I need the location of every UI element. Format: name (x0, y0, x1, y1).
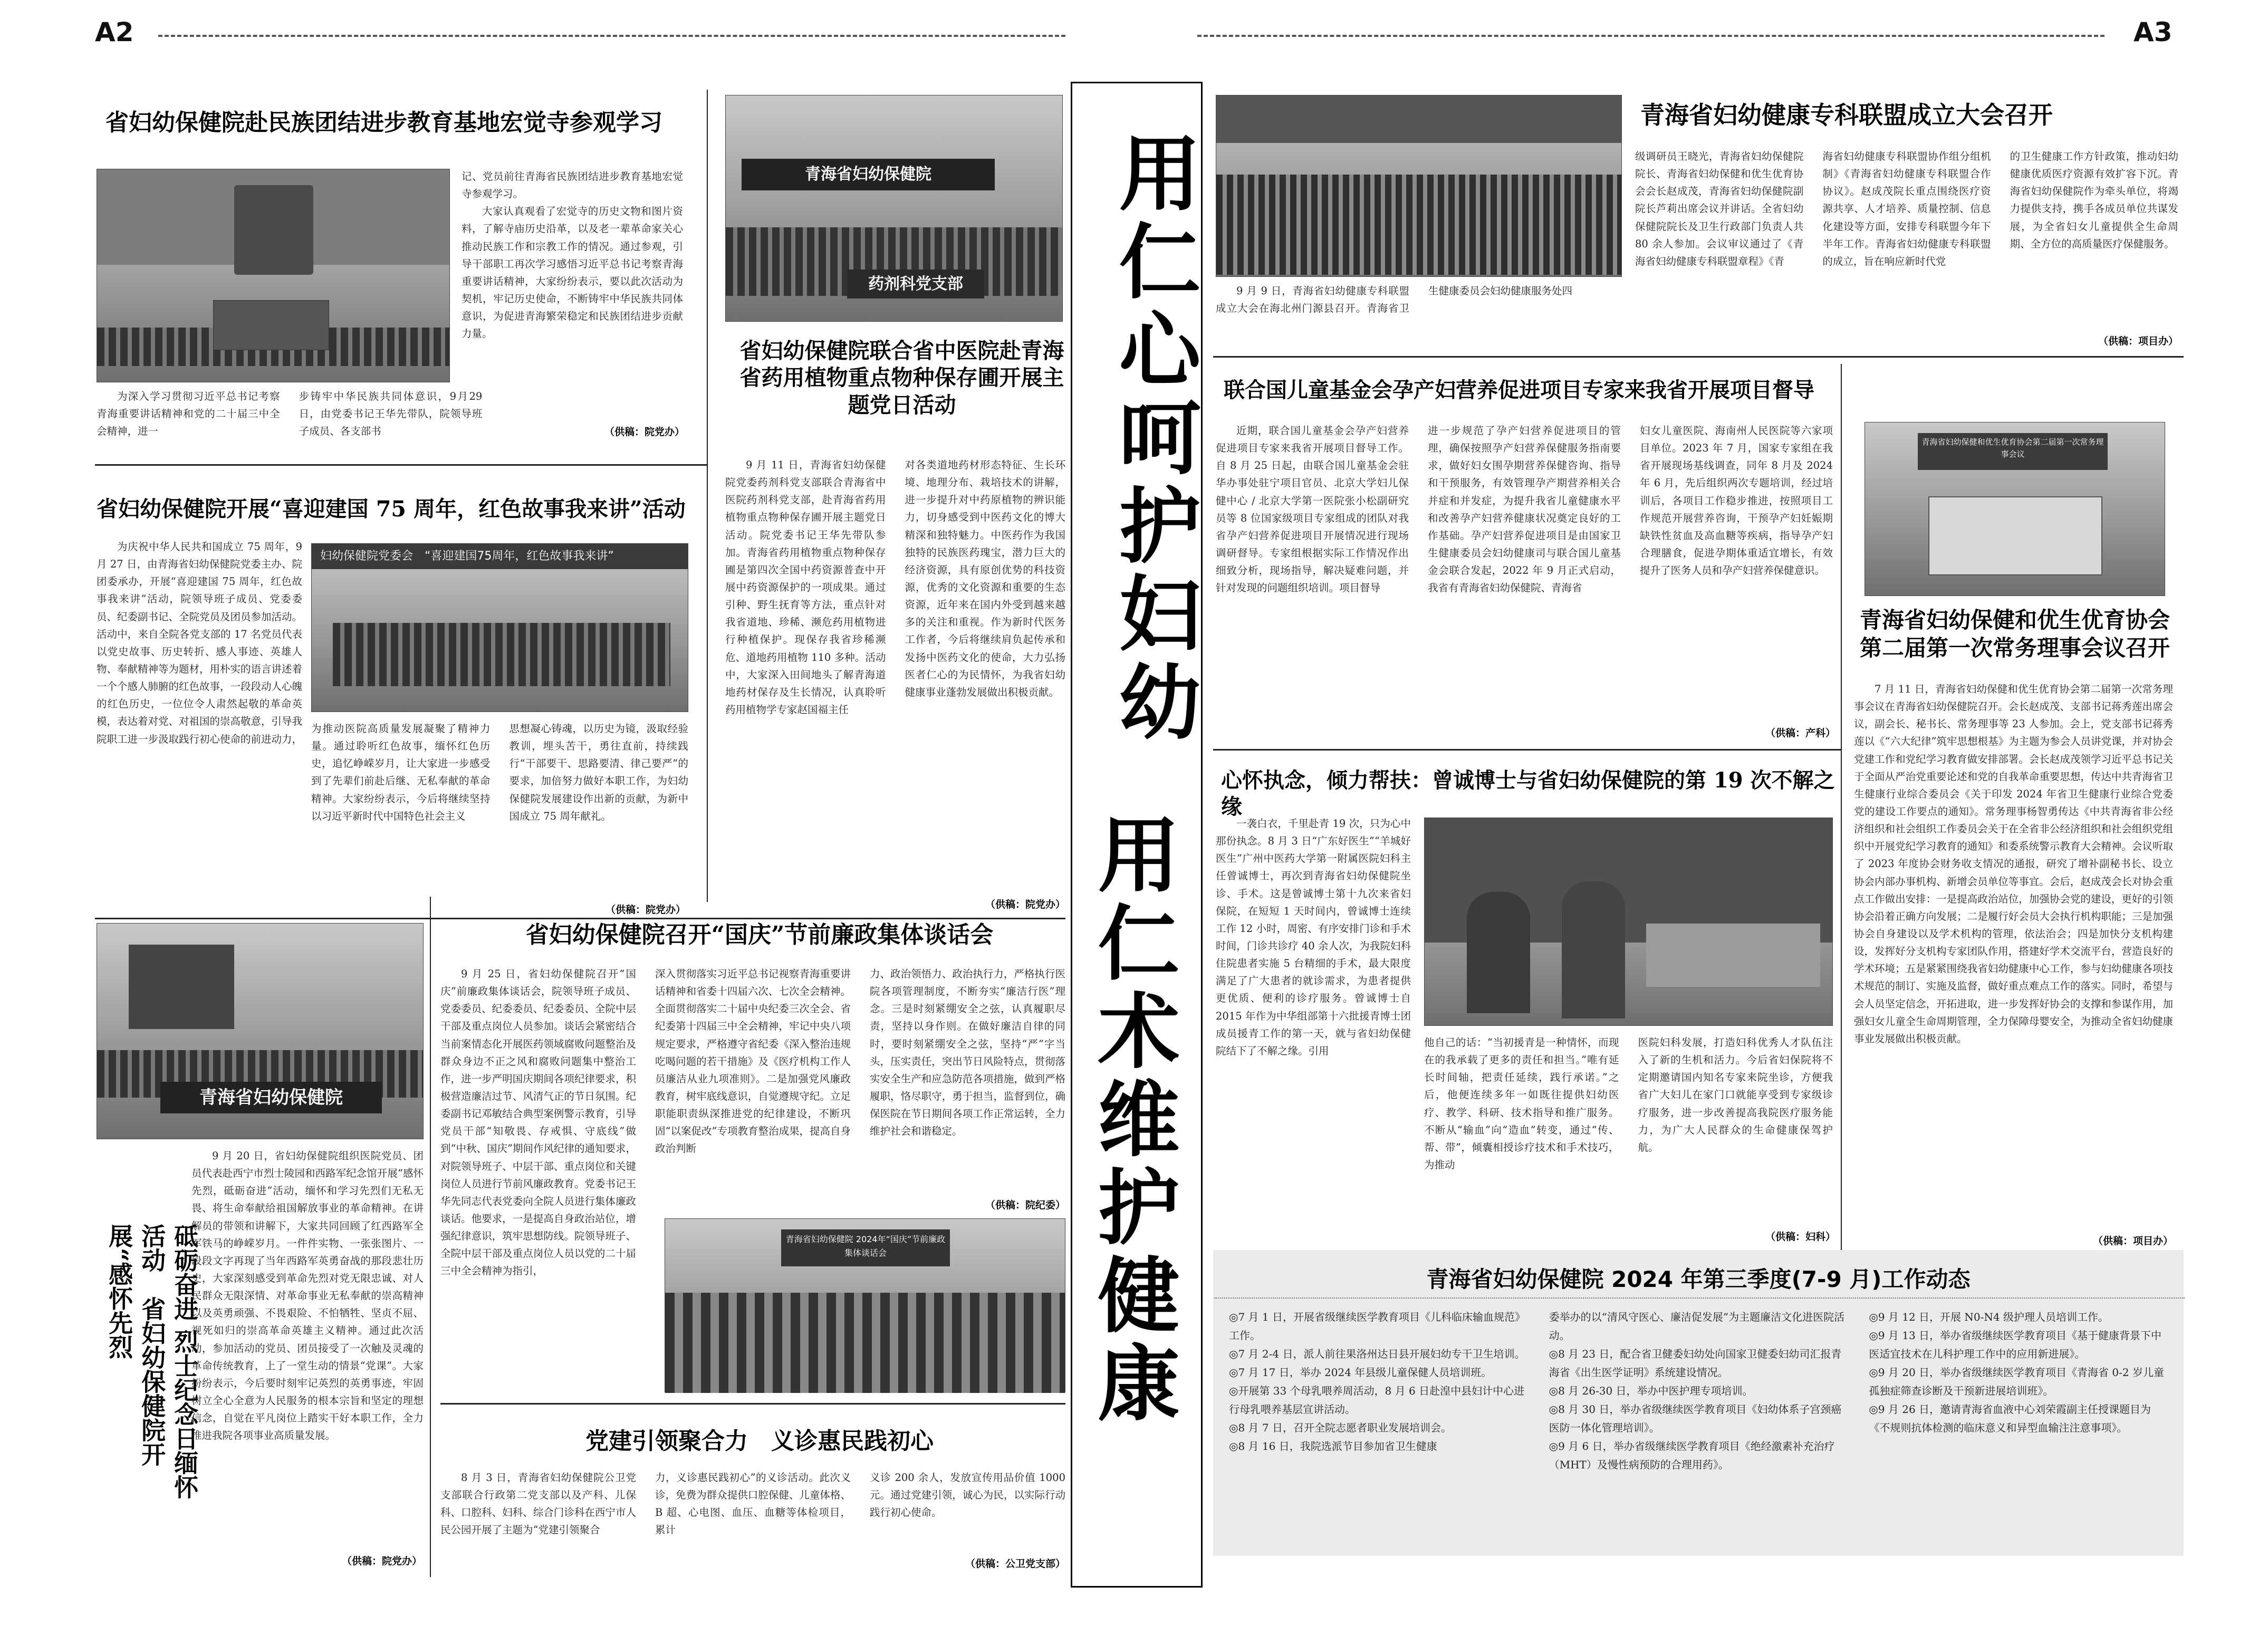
a6-body-col3: 义诊 200 余人，发放宣传用品价值 1000 元。通过党建引领，诚心为民，以实际行动践行初心使命。 (870, 1472, 1065, 1519)
a6-credit: （供稿：公卫党支部） (965, 1558, 1065, 1570)
b1-body-col2: 海省妇幼健康专科联盟协作组分组机制》《青海省妇幼健康专科联盟合作协议》。赵成茂院长重点围绕医疗资源共享、人才培养、质量控制、信息化建设等方面，安排专科联盟今年下半年工作。青海省妇幼健康专科联盟的成立，旨在响应新时代党 (1822, 150, 1991, 267)
b5-column-2 (1549, 1308, 1848, 1551)
a2-headline: 省妇幼保健院开展“喜迎建国 75 周年，红色故事我来讲”活动 (97, 496, 686, 522)
divider-col-b3 (1841, 364, 1842, 1250)
b5-box (1213, 1250, 2184, 1556)
b4-body-mid: 他自己的话：“当初援青是一种情怀，而现在的我承载了更多的责任和担当。”唯有延长时间轴，把责任延续，践行承诺。”之后，他便连续多年一如既往提供妇幼医疗、教学、科研、技术指导和推广服务。不断从“输血”向“造血”转变，通过“传、帮、带”，倾囊相授诊疗技术和手术技巧，为推动 (1424, 1036, 1619, 1171)
a4-photo-memorial (97, 923, 424, 1139)
a3-credit: （供稿：院党办） (985, 899, 1065, 910)
b5-item: ◎9 月 13 日，举办省级继续医学教育项目《基于健康背景下中医适宜技术在儿科护理工作中的应用新进展》。 (1869, 1329, 2162, 1360)
b1-headline: 青海省妇幼健康专科联盟成立大会召开 (1640, 101, 2053, 129)
a3-body-col1: 9 月 11 日，青海省妇幼保健院党委药剂科党支部联合青海省中医院药剂科党支部，赴青海省药用植物重点物种保存圃开展主题党日活动。院党委书记王华先带队参加。青海省药用植物重点物种保存圃是第四次全国中药资源普查中开展中药资源保护的一项成果。通过引种、野生抚育等方法，重点针对我省道地、珍稀、濒危药用植物进行种植保护。现保存我省珍稀濒危、道地药用植物 110 多种。活动中，大家深入田间地头了解青海道地药材保存及生长情况，认真聆听药用植物学专家赵国福主任 (725, 459, 886, 716)
b4-headline: 心怀执念，倾力帮扶：曾诚博士与省妇幼保健院的第 19 次不解之缘 (1221, 768, 1835, 819)
a6-body-col2: 力，义诊惠民践初心”的义诊活动。此次义诊，免费为群众提供口腔保健、儿童体格、B 超、心电图、血压、血糖等体检项目，累计 (655, 1472, 851, 1536)
a6-headline: 党建引领聚合力 义诊惠民践初心 (585, 1428, 934, 1455)
b3-headline: 青海省妇幼保健和优生优育协会第二届第一次常务理事会议召开 (1859, 607, 2170, 661)
a1-body-bottom2: 步铸牢中华民族共同体意识，9月29日，由党委书记王华先带队，院领导班子成员、各支部书 (299, 390, 483, 438)
divider-col-a3 (707, 90, 708, 902)
b3-photo-screen: 青海省妇幼保健和优生优育协会第二届第一次常务理事会议 (1918, 433, 2108, 470)
b1-photo-conference-group (1216, 95, 1622, 277)
b1-photo-caption: 9 月 9 日，青海省妇幼健康专科联盟成立大会在海北州门源县召开。青海省卫生健康委员会妇幼健康服务处四 (1216, 285, 1573, 315)
divider-a3 (95, 918, 1065, 919)
b5-item: ◎开展第 33 个母乳喂养周活动，8 月 6 日赴湟中县妇计中心进行母乳喂养基层宣讲活动。 (1229, 1385, 1525, 1416)
b4-body-left: 一袭白衣，千里赴青 19 次，只为心中那份执念。8 月 3 日“广东好医生”“羊城好医生”广州中医药大学第一附属医院妇科主任曾诚博士，再次到青海省妇幼保健院坐诊、手术。这是曾诚博士第十九次来省妇保院，在短短 1 天时间内，曾诚博士连续工作 12 小时，周密、有序安排门诊和手术时间，门诊共诊疗 40 余人次，为我院妇科住院患者实施 5 台精细的手术，最大限度满足了广大患者的就诊需求，为患者提供更优质、便利的诊疗服务。曾诚博士自 2015 年作为中华组部第十六批援青博士团成员援青工作的第一天，就与省妇幼保健院结下了不解之缘。引用 (1216, 818, 1411, 1057)
a5-headline: 省妇幼保健院召开“国庆”节前廉政集体谈话会 (525, 921, 994, 948)
a6-body-col1: 8 月 3 日，青海省妇幼保健院公卫党支部联合行政第二党支部以及产科、儿保科、口腔科、妇科、综合门诊科在西宁市人民公园开展了主题为“党建引领聚合 (440, 1472, 636, 1536)
a3-body-col2: 对各类道地药材形态特征、生长环境、地理分布、栽培技术的讲解，进一步提升对中药原植物的辨识能力，切身感受到中医药文化的博大精深和独特魅力。中医药作为我国独特的民族医药瑰宝，潜力巨大的经济资源，具有原创优势的科技资源，优秀的文化资源和重要的生态资源，近年来在国内外受到越来越多的关注和重视。作为新时代医务工作者，今后将继续肩负起传承和发扬中医药文化的使命，大力弘扬医者仁心的为民情怀，为我省妇幼健康事业蓬勃发展做出积极贡献。 (905, 459, 1065, 698)
a2-body-left: 为庆祝中华人民共和国成立 75 周年，9 月 27 日，由青海省妇幼保健院党委主办、院团委承办，开展“喜迎建国 75 周年，红色故事我来讲”活动，院领导班子成员、党委委员、纪委副书记、全院党员及团员参加活动。活动中，来自全院各党支部的 17 名党员代表以党史故事、历史转折、感人事迹、英雄人物、奉献精神等为题材，用朴实的语言讲述着一个个感人肺腑的红色故事，一段段动人心魄的红色历史，一位位令人肃然起敬的革命英模，表达着对党、对祖国的崇高敬意，引导我院职工进一步汲取践行初心使命的前进动力， (97, 541, 303, 745)
a4-photo-banner: 青海省妇幼保健院 (160, 1082, 382, 1113)
b5-item: ◎8 月 30 日，举办省级继续医学教育项目《妇幼体系子宫颈癌医防一体化管理培训》。 (1549, 1403, 1842, 1434)
b4-credit: （供稿：妇科） (1765, 1231, 1835, 1243)
b2-headline: 联合国儿童基金会孕产妇营养促进项目专家来我省开展项目督导 (1224, 378, 1814, 402)
b5-column-3 (1869, 1308, 2168, 1551)
a1-body-col2b: 大家认真观看了宏觉寺的历史文物和图片资料，了解寺庙历史沿革，以及老一辈革命家关心推动民族工作和宗教工作的情况。通过参观，引导干部职工再次学习感悟习近平总书记考察青海重要讲话精神，大家纷纷表示，要以此次活动为契机，牢记历史使命，不断铸牢中华民族共同体意识，为促进青海繁荣稳定和民族团结进步贡献力量。 (462, 205, 683, 340)
a4-credit: （供稿：院党办） (341, 1555, 422, 1567)
b2-body-col2: 进一步规范了孕产妇营养促进项目的管理，确保按照孕产妇营养保健服务指南要求，做好妇女围孕期营养保健咨询、指导和干预服务，有效管理孕产期营养相关合并症和并发症，为提升我省儿童健康水平和改善孕产妇营养健康状况奠定良好的工作基础。孕产妇营养促进项目是由国家卫生健康委员会妇幼健康司与联合国儿童基金会联合发起，2022 年 9 月正式启动，我省有青海省妇幼保健院、青海省 (1428, 425, 1621, 594)
a5-body-col2: 深入贯彻落实习近平总书记视察青海重要讲话精神和省委十四届六次、七次全会精神。全面贯彻落实二十届中央纪委三次全会、省纪委第十四届三中全会精神，牢记中央八项规定要求，严格遵守省纪委《深入整治违规吃喝问题的若干措施》及《医疗机构工作人员廉洁从业九项准则》。二是加强党风廉政教育，树牢底线意识，自觉遵规守纪。立足职能职责纵深推进党的纪律建设，不断巩固“以案促改”专项教育整治成果，提高自身政治判断 (655, 968, 851, 1155)
center-banner-line1: 用仁心呵护妇幼 (1106, 131, 1202, 747)
a3-photo-group (725, 95, 1063, 322)
a2-body-mid: 为推动医院高质量发展凝聚了精神力量。通过聆听红色故事，缅怀红色历史，追忆峥嵘岁月，让大家进一步感受到了先辈们前赴后继、无私奉献的革命精神。大家纷纷表示，今后将继续坚持以习近平新时代中国特色社会主义 (311, 723, 491, 822)
a5-credit: （供稿：院纪委） (985, 1199, 1065, 1211)
b5-item: ◎7 月 2-4 日，派人前往果洛州达日县开展妇幼专干卫生培训。 (1229, 1348, 1525, 1360)
a2-photo-banner: 妇幼保健院党委会 “喜迎建国75周年，红色故事我来讲” (312, 544, 688, 569)
header-rule-right (1197, 35, 2104, 37)
a5-photo-meeting-hall (665, 1218, 1065, 1392)
page-number-left: A2 (95, 17, 134, 47)
b5-headline: 青海省妇幼保健院 2024 年第三季度(7-9 月)工作动态 (1426, 1266, 1971, 1292)
b5-item: ◎9 月 26 日，邀请青海省血液中心刘荣霞副主任授课题目为《不规则抗体检测的临床意义和异型血输注注意事项》。 (1869, 1403, 2151, 1434)
divider-a1 (95, 464, 707, 466)
b5-item: ◎8 月 26-30 日，举办中医护理专项培训。 (1549, 1385, 1753, 1397)
a2-photo-stage-group (311, 543, 688, 712)
b3-credit: （供稿：项目办） (2092, 1235, 2173, 1247)
a2-credit: （供稿：院党办） (605, 904, 686, 916)
a1-body-col2a: 记、党员前往青海省民族团结进步教育基地宏觉寺参观学习。 (462, 170, 683, 200)
a2-body-right: 思想凝心铸魂，以历史为镜，汲取经验教训，埋头苦干，勇往直前，持续践行“干部要干、思路要清、律己要严”的要求，加倍努力做好本职工作，为妇幼保健院发展建设作出新的贡献，为新中国成立 75 周年献礼。 (509, 723, 688, 822)
a5-body-col3: 力、政治领悟力、政治执行力，严格执行医院各项管理制度，不断夯实“廉洁行医”理念。三是时刻紧绷安全之弦，认真履职尽责，坚持以身作则。在做好廉洁自律的同时，要时刻紧绷安全之弦，坚持“严”字当头，压实责任，突出节日风险特点，贯彻落实安全生产和应急防范各项措施，做到严格履职，恪尽职守，勇于担当，监督到位，确保医院在节日期间各项工作正常运转，全力维护社会和谐稳定。 (870, 968, 1065, 1138)
b2-credit: （供稿：产科） (1765, 727, 1835, 739)
a3-headline: 省妇幼保健院联合省中医院赴青海省药用植物重点物种保存圃开展主题党日活动 (739, 338, 1064, 418)
b4-photo-operating-room (1424, 818, 1833, 1026)
b5-item: ◎9 月 12 日，开展 N0-N4 级护理人员培训工作。 (1869, 1311, 2109, 1323)
a1-headline: 省妇幼保健院赴民族团结进步教育基地宏觉寺参观学习 (105, 109, 662, 136)
header-rule-left (158, 35, 1065, 37)
divider-a6 (440, 1403, 1065, 1405)
a5-photo-screen: 青海省妇幼保健院 2024年“国庆”节前廉政集体谈话会 (781, 1229, 950, 1266)
b1-body-col1: 级调研员王晓光，青海省妇幼保健院院长、青海省妇幼保健和优生优育协会会长赵成茂，青海省妇幼保健院副院长芦莉出席会议并讲话。全省妇幼保健院院长及卫生行政部门负责人共 80 余人参加。会议审议通过了《青海省妇幼健康专科联盟章程》《青 (1635, 150, 1804, 267)
divider-b2 (1213, 749, 1841, 751)
b5-item: ◎8 月 16 日，我院选派节目参加省卫生健康 (1229, 1440, 1437, 1453)
divider-col-a4 (430, 897, 431, 1577)
b3-photo-meeting-room (1865, 422, 2165, 596)
a4-headline-vertical: 砥砺奋进 烈士纪念日缅怀活动 省妇幼保健院开展“感怀先烈 (105, 1224, 199, 1499)
b4-body-right: 医院妇科发展，打造妇科优秀人才队伍注入了新的生机和活力。今后省妇保院将不定期邀请国内知名专家来院坐诊，方便我省广大妇儿在家门口就能享受到专家级诊疗服务，进一步改善提高我院医疗服务能力，为广大人民群众的生命健康保驾护航。 (1638, 1036, 1833, 1153)
b5-item: ◎9 月 20 日，举办省级继续医学教育项目《青海省 0-2 岁儿童孤独症筛查诊断及干预新进展培训班》。 (1869, 1366, 2164, 1397)
b5-item: ◎8 月 7 日，召开全院志愿者职业发展培训会。 (1229, 1421, 1452, 1434)
b5-item: ◎8 月 23 日，配合省卫健委妇幼处向国家卫健委妇幼司汇报青海省《出生医学证明》系统建设情况。 (1549, 1348, 1842, 1379)
a4-body: 9 月 20 日，省妇幼保健院组织医院党员、团员代表赴西宁市烈士陵园和西路军纪念馆开展“感怀先烈，砥砺奋进”活动，缅怀和学习先烈们无私无畏、将生命奉献给祖国解放事业的革命精神。在讲解员的带领和讲解下，大家共同回顾了红西路军全军铁马的峥嵘岁月。一件件实物、一张张图片、一段段文字再现了当年西路军英勇奋战的那段悲壮历史，大家深刻感受到革命先烈对党无限忠诚、对人民群众无限深情、对革命事业无私奉献的崇高精神以及英勇顽强、不畏艰险、不怕牺牲、坚贞不屈、视死如归的崇高革命英雄主义精神。通过此次活动，参加活动的党员、团员接受了一次触及灵魂的革命传统教育，上了一堂生动的情景“党课”。大家纷纷表示，今后要时刻牢记英烈的英勇事迹，牢固树立全心全意为人民服务的根本宗旨和坚定的理想信念，自觉在平凡岗位上踏实干好本职工作，全力推进我院各项事业高质量发展。 (191, 1150, 424, 1442)
a3-photo-banner: 青海省妇幼保健院 (742, 159, 995, 190)
b5-item: 委举办的以“清风守医心、廉洁促发展”为主题廉洁文化进医院活动。 (1549, 1311, 1845, 1342)
a1-credit: （供稿：院党办） (604, 426, 685, 438)
center-banner-line2: 用仁术维护健康 (1084, 812, 1181, 1429)
a5-body-col1: 9 月 25 日，省妇幼保健院召开“国庆”前廉政集体谈话会，院领导班子成员、党委委员、纪委委员、纪委委员、全院中层干部及重点岗位人员参加。谈话会紧密结合当前案情态化开展医药领域腐败问题整治及群众身边不正之风和腐败问题集中整治工作，进一步严明国庆期间各项纪律要求，积极营造廉洁过节、风清气正的节日氛围。纪委副书记邓敏结合典型案例警示教育，引导党员干部“知敬畏、存戒惧、守底线”做到“中秋、国庆”期间作风纪律的通知要求，对院领导班子、中层干部、重点岗位和关键岗位人员进行节前风廉政教育。党委书记王华先同志代表党委向全院人员进行集体廉政谈话。他要求，一是提高自身政治站位，增强纪律意识，筑牢思想防线。院领导班子、全院中层干部及重点岗位人员以党的二十届三中全会精神为指引， (440, 968, 636, 1277)
page-number-right: A3 (2134, 17, 2173, 47)
b2-body-col3: 妇女儿童医院、海南州人民医院等六家项目单位。2023 年 7 月，国家专家组在我省开展现场基线调查，同年 8 月及 2024 年 6 月，先后组织两次专题培训，经过培训后，各项目工作稳步推进，按照项目工作规范开展营养咨询，干预孕产妇妊娠期缺铁性贫血及高血糖等疾病，指导孕产妇合理膳食，促进孕期体重适宜增长，有效提升了医务人员和孕产妇营养保健意识。 (1640, 425, 1833, 577)
b5-item: ◎7 月 1 日，开展省级继续医学教育项目《儿科临床输血规范》工作。 (1229, 1311, 1525, 1342)
a3-photo-sign: 药剂科党支部 (847, 270, 984, 299)
b2-body-col1: 近期，联合国儿童基金会孕产妇营养促进项目专家来我省开展项目督导工作。自 8 月 25 日起，由联合国儿童基金会驻华办事处驻宁项目官员、北京大学妇儿保健中心 / 北京大学第一医院张小松副研究员等 8 位国家级项目专家组成的团队对我省孕产妇营养促进项目开展情况进行现场调研督导。专家组根据实际工作情况作出细致分析，现场指导，解决疑难问题，并针对发现的问题组织培训。项目督导 (1216, 425, 1409, 594)
b3-body: 7 月 11 日，青海省妇幼保健和优生优育协会第二届第一次常务理事会议在青海省妇幼保健院召开。会长赵成茂、支部书记蒋秀莲出席会议，副会长、秘书长、常务理事等 23 人参加。会上，党支部书记蒋秀莲以《“六大纪律”筑牢思想根基》为主题为参会人员讲党课，并对协会党建工作和党纪学习教育做安排部署。会长赵成茂领学习近平总书记关于全面从严治党重要论述和党的自我革命重要思想，传达中共青海省卫生健康行业综合委员会《关于印发 2024 年省卫生健康行业综合党委党的建设工作要点的通知》。常务理事杨智勇传达《中共青海省非公经济组织和社会组织工作委员会关于在全省非公经济组织和社会组织党组织中开展党纪学习教育的通知》和委系统警示教育大会精神。会议听取了 2023 年度协会财务收支情况的通报，研究了增补副秘书长、设立协会内部办事机构、新增会员单位等事宜。会后，赵成茂会长对协会重点工作做出安排：一是提高政治站位，加强协会党的建设，更好的引领协会沿着正确方向发展；二是履行好会员大会执行机构职能；三是加强协会自身建设以及学术机构的管理，依法治会；四是加快分支机构建设，发挥好分支机构专家团队作用，搭建好学术交流平台，营造良好的学术环境；五是紧紧围绕我省妇幼健康中心工作，参与妇幼健康各项技术规范的制订、实施及监督，做好重点难点工作的落实。同时，希望与会人员坚定信念，开拓进取，进一步发挥好协会的支撑和参谋作用，加强妇女儿童全生命周期管理，全力保障母婴安全，为推动全省妇幼健康事业发展做出积极贡献。 (1854, 683, 2173, 1045)
a1-body-bottom1: 为深入学习贯彻习近平总书记考察青海重要讲话精神和党的二十届三中全会精神，进一 (97, 390, 280, 438)
b1-credit: （供稿：项目办） (2098, 335, 2178, 347)
b5-item: ◎7 月 17 日，举办 2024 年县级儿童保健人员培训班。 (1229, 1366, 1492, 1379)
divider-b1 (1213, 356, 2184, 358)
b5-column-1 (1229, 1308, 1528, 1551)
a1-photo-temple-group (97, 169, 450, 382)
b1-body-col3: 的卫生健康工作方针政策，推动妇幼健康优质医疗资源有效扩容下沉。青海省妇幼保健院作为牵头单位，将竭力提供支持，携手各成员单位共谋发展，为全省妇女儿童提供全生命周期、全方位的高质量医疗保健服务。 (2010, 150, 2178, 250)
b5-item: ◎9 月 6 日，举办省级继续医学教育项目《绝经激素补充治疗（MHT）及慢性病预防的合理用药》。 (1549, 1440, 1835, 1471)
